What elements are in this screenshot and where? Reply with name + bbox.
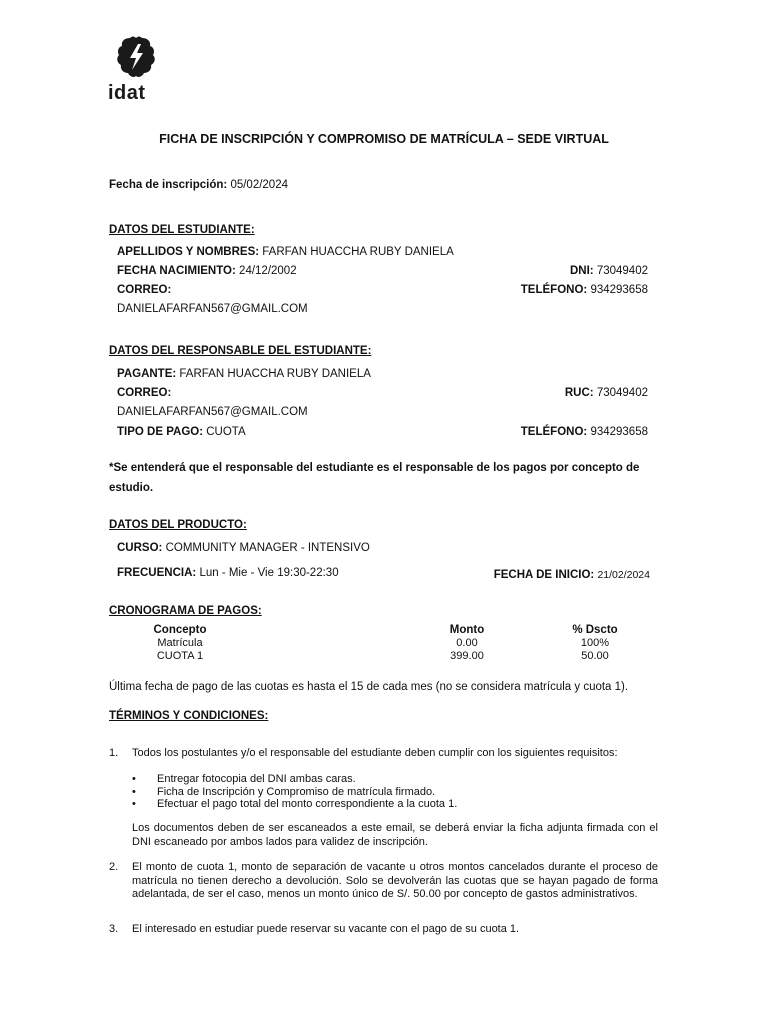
dni-value: 73049402 [596, 265, 648, 277]
table-cell: 399.00 [450, 650, 484, 662]
estudiante-nombres [117, 246, 454, 258]
termino-num-2: 2. [109, 861, 119, 873]
estudiante-nacimiento [117, 265, 297, 277]
producto-inicio [494, 569, 650, 581]
nacimiento-label: FECHA NACIMIENTO: [117, 265, 236, 277]
table-cell: Matrícula [157, 637, 203, 649]
fecha-inscripcion [109, 179, 288, 191]
responsable-correo-value: DANIELAFARFAN567@GMAIL.COM [117, 406, 308, 418]
curso-value: COMMUNITY MANAGER - INTENSIVO [165, 542, 370, 554]
estudiante-dni [570, 265, 648, 277]
terminos-heading: TÉRMINOS Y CONDICIONES: [109, 710, 269, 722]
telefono-label: TELÉFONO: [520, 284, 588, 296]
producto-curso [117, 542, 370, 554]
termino-num-1: 1. [109, 747, 119, 759]
responsable-tipo-pago [117, 426, 246, 438]
col-monto: Monto [449, 624, 485, 636]
estudiante-correo-label: CORREO: [117, 284, 172, 296]
requisitos-list [132, 773, 652, 811]
termino-text-2: El monto de cuota 1, monto de separación de vacante u otros montos cancelados durante el proceso de matrícula no tienen derecho a devolución. Solo se devolverán las cuotas que se hayan pagado de forma adelantada, de ser el caso, menos un monto único de S/. 50.00 por concepto de gastos administrativos. [132, 861, 658, 900]
ruc-value: 73049402 [596, 387, 648, 399]
idat-logo [108, 36, 168, 105]
nacimiento-value: 24/12/2002 [239, 265, 297, 277]
list-item: • Efectuar el pago total del monto correspondiente a la cuota 1. [132, 798, 652, 811]
brand-name: idat [108, 82, 146, 104]
tipo-pago-value: CUOTA [206, 426, 246, 438]
estudiante-telefono [521, 284, 648, 296]
producto-frecuencia [117, 567, 339, 579]
table-cell: 50.00 [581, 650, 609, 662]
responsable-heading: DATOS DEL RESPONSABLE DEL ESTUDIANTE: [109, 345, 372, 357]
table-cell: CUOTA 1 [156, 650, 204, 662]
ultima-fecha-nota: Última fecha de pago de las cuotas es hasta el 15 de cada mes (no se considera matrícula y cuota 1). [109, 681, 629, 693]
cronograma-heading: CRONOGRAMA DE PAGOS: [109, 605, 262, 617]
fecha-inscripcion-value: 05/02/2024 [230, 179, 288, 191]
inicio-value: 21/02/2024 [597, 569, 650, 581]
nota-responsable-cont: estudio. [109, 482, 154, 494]
telefono-value: 934293658 [590, 284, 648, 296]
col-concepto: Concepto [153, 624, 207, 636]
page-title: FICHA DE INSCRIPCIÓN Y COMPROMISO DE MATRÍCULA – SEDE VIRTUAL [159, 132, 609, 146]
responsable-ruc [565, 387, 648, 399]
pagante-value: FARFAN HUACCHA RUBY DANIELA [179, 368, 371, 380]
tipo-pago-label: TIPO DE PAGO: [117, 426, 204, 438]
dni-label: DNI: [569, 265, 594, 277]
frecuencia-value: Lun - Mie - Vie 19:30-22:30 [199, 567, 339, 579]
producto-heading: DATOS DEL PRODUCTO: [109, 519, 247, 531]
list-item: • Ficha de Inscripción y Compromiso de matrícula firmado. [132, 786, 652, 799]
responsable-telefono [521, 426, 648, 438]
pagante-label: PAGANTE: [117, 368, 177, 380]
termino-num-3: 3. [109, 923, 119, 935]
resp-telefono-label: TELÉFONO: [520, 426, 588, 438]
termino-text-1: Todos los postulantes y/o el responsable del estudiante deben cumplir con los siguientes requisitos: [132, 747, 618, 759]
frecuencia-label: FRECUENCIA: [117, 567, 197, 579]
ruc-label: RUC: [564, 387, 594, 399]
nota-responsable: *Se entenderá que el responsable del estudiante es el responsable de los pagos por concepto de [109, 462, 640, 474]
brain-bolt-icon [116, 36, 156, 84]
inicio-label: FECHA DE INICIO: [493, 569, 595, 581]
documentos-nota: Los documentos deben de ser escaneados a este email, se deberá enviar la ficha adjunta firmada con el DNI escaneado por ambos lados para validez de inscripción. [132, 822, 658, 848]
estudiante-correo-value: DANIELAFARFAN567@GMAIL.COM [117, 303, 308, 315]
responsable-correo-label: CORREO: [117, 387, 172, 399]
resp-telefono-value: 934293658 [590, 426, 648, 438]
table-cell: 0.00 [456, 637, 478, 649]
curso-label: CURSO: [117, 542, 163, 554]
termino-text-3: El interesado en estudiar puede reservar su vacante con el pago de su cuota 1. [132, 923, 520, 935]
estudiante-heading: DATOS DEL ESTUDIANTE: [109, 224, 255, 236]
nombres-label: APELLIDOS Y NOMBRES: [117, 246, 260, 258]
table-cell: 100% [580, 637, 610, 649]
col-dscto: % Dscto [572, 624, 618, 636]
list-item: • Entregar fotocopia del DNI ambas caras. [132, 773, 652, 786]
nombres-value: FARFAN HUACCHA RUBY DANIELA [262, 246, 454, 258]
fecha-inscripcion-label: Fecha de inscripción: [109, 179, 228, 191]
responsable-pagante [117, 368, 371, 380]
